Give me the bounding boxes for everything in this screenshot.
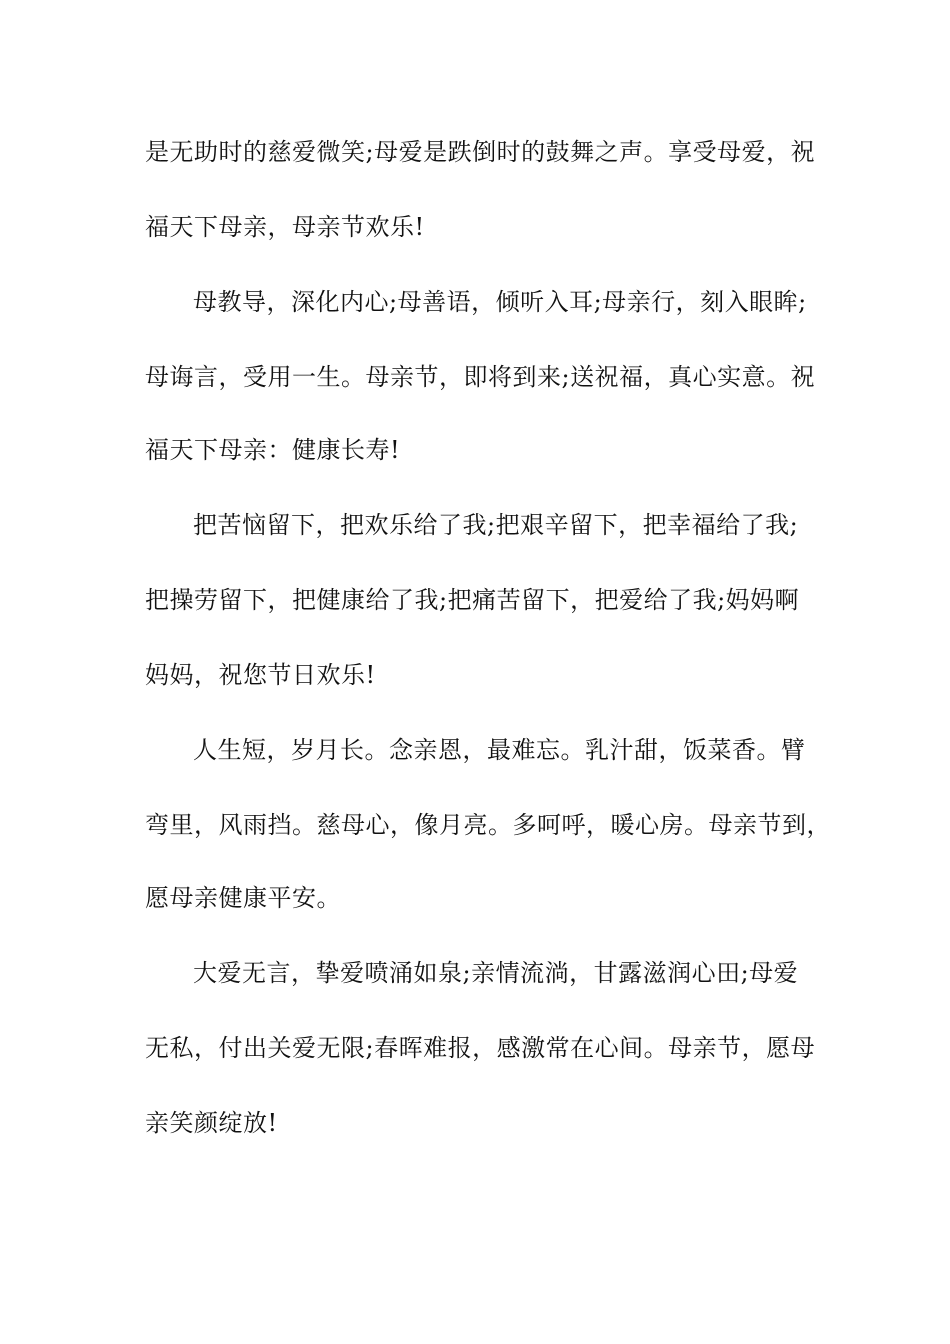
paragraph-first-line: 大爱无言，挚爱喷涌如泉;亲情流淌，甘露滋润心田;母爱 bbox=[193, 959, 799, 987]
text-line: 无私，付出关爱无限;春晖难报，感激常在心间。母亲节，愿母 bbox=[145, 1034, 816, 1062]
paragraph-first-line: 母教导，深化内心;母善语，倾听入耳;母亲行，刻入眼眸; bbox=[193, 288, 807, 316]
text-line: 福天下母亲：健康长寿! bbox=[145, 436, 401, 464]
text-line: 母诲言，受用一生。母亲节，即将到来;送祝福，真心实意。祝 bbox=[145, 363, 816, 391]
text-line: 把操劳留下，把健康给了我;把痛苦留下，把爱给了我;妈妈啊 bbox=[145, 586, 800, 614]
text-line: 愿母亲健康平安。 bbox=[145, 884, 341, 912]
text-line: 弯里，风雨挡。慈母心，像月亮。多呵呼，暖心房。母亲节到， bbox=[145, 811, 831, 839]
text-line: 福天下母亲，母亲节欢乐! bbox=[145, 213, 425, 241]
text-line: 亲笑颜绽放! bbox=[145, 1109, 278, 1137]
text-line: 妈妈，祝您节日欢乐! bbox=[145, 661, 376, 689]
paragraph-first-line: 人生短，岁月长。念亲恩，最难忘。乳汁甜，饭菜香。臂 bbox=[193, 736, 806, 764]
paragraph-first-line: 把苦恼留下，把欢乐给了我;把艰辛留下，把幸福给了我; bbox=[193, 511, 799, 539]
text-line: 是无助时的慈爱微笑;母爱是跌倒时的鼓舞之声。享受母爱，祝 bbox=[145, 138, 816, 166]
